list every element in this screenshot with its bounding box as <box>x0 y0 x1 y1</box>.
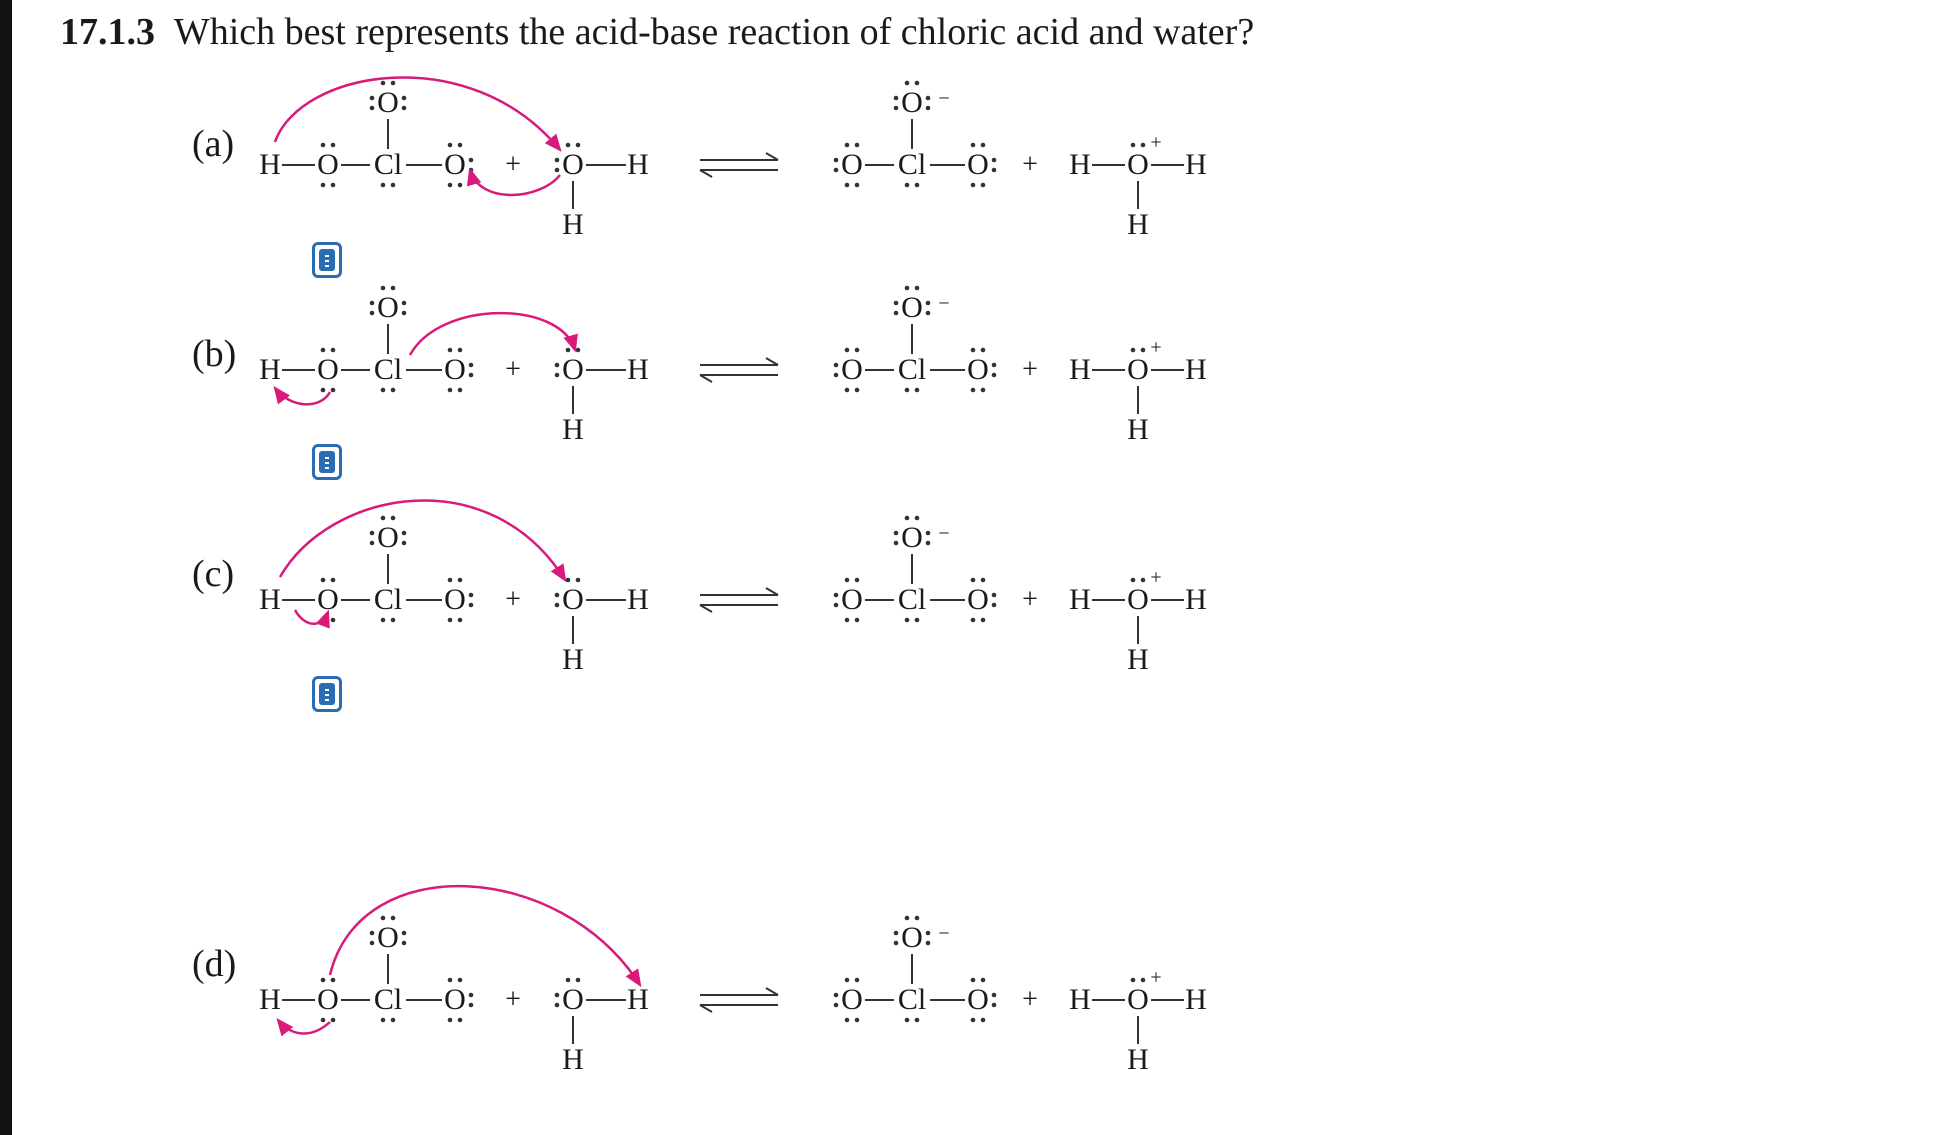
plus-sign: + <box>505 584 521 615</box>
lone-pair-dots <box>971 578 986 583</box>
document-icon <box>319 249 335 271</box>
oxygen-atom: O <box>444 583 466 616</box>
lone-pair-dots <box>381 516 396 521</box>
lone-pair-dots <box>894 531 899 546</box>
lone-pair-dots <box>448 183 463 188</box>
oxygen-atom: O <box>1127 148 1149 181</box>
plus-sign: + <box>1022 584 1038 615</box>
lone-pair-dots <box>1131 978 1146 983</box>
lone-pair-dots <box>845 388 860 393</box>
chlorine-atom: Cl <box>373 353 403 386</box>
lone-pair-dots <box>834 158 839 173</box>
lone-pair-dots <box>971 348 986 353</box>
chlorine-atom: Cl <box>897 353 927 386</box>
chlorine-atom: Cl <box>897 583 927 616</box>
positive-charge: + <box>1150 336 1162 359</box>
lone-pair-dots <box>905 388 920 393</box>
hydrogen-atom: H <box>259 148 281 181</box>
oxygen-atom: O <box>444 353 466 386</box>
lone-pair-dots <box>845 978 860 983</box>
document-icon <box>319 683 335 705</box>
plus-sign: + <box>1022 984 1038 1015</box>
option-label-a: (a) <box>192 123 235 165</box>
positive-charge: + <box>1150 131 1162 154</box>
lone-pair-dots <box>381 388 396 393</box>
oxygen-atom: O <box>841 353 863 386</box>
plus-sign: + <box>505 984 521 1015</box>
lone-pair-dots <box>381 618 396 623</box>
lone-pair-dots <box>402 301 407 316</box>
hydrogen-atom: H <box>259 353 281 386</box>
lone-pair-dots <box>402 96 407 111</box>
lone-pair-dots <box>845 183 860 188</box>
lone-pair-dots <box>845 578 860 583</box>
lone-pair-dots <box>381 916 396 921</box>
plus-sign: + <box>1022 354 1038 385</box>
lone-pair-dots <box>845 348 860 353</box>
hydrogen-atom: H <box>1069 148 1091 181</box>
oxygen-atom: O <box>901 521 923 554</box>
equilibrium-arrow-reverse-head <box>700 375 712 382</box>
lone-pair-dots <box>321 1018 336 1023</box>
lone-pair-dots <box>926 531 931 546</box>
explanation-button-b[interactable] <box>312 444 342 480</box>
oxygen-atom: O <box>377 921 399 954</box>
question-text: Which best represents the acid-base reaction of chloric acid and water? <box>173 11 1255 53</box>
lone-pair-dots <box>834 593 839 608</box>
negative-charge: − <box>938 292 950 315</box>
oxygen-atom: O <box>562 353 584 386</box>
hydrogen-atom: H <box>1069 583 1091 616</box>
equilibrium-arrow-forward-head <box>766 588 778 595</box>
lone-pair-dots <box>469 993 474 1008</box>
oxygen-atom: O <box>1127 583 1149 616</box>
hydrogen-atom: H <box>562 1043 584 1076</box>
hydrogen-atom: H <box>1127 643 1149 676</box>
lone-pair-dots <box>469 593 474 608</box>
equilibrium-arrow-reverse-head <box>700 605 712 612</box>
lone-pair-dots <box>321 978 336 983</box>
oxygen-atom: O <box>562 583 584 616</box>
plus-sign: + <box>1022 149 1038 180</box>
lone-pair-dots <box>321 618 336 623</box>
hydrogen-atom: H <box>1185 983 1207 1016</box>
oxygen-atom: O <box>967 983 989 1016</box>
oxygen-atom: O <box>444 148 466 181</box>
hydrogen-atom: H <box>562 208 584 241</box>
hydrogen-atom: H <box>1127 413 1149 446</box>
lone-pair-dots <box>566 578 581 583</box>
lone-pair-dots <box>905 618 920 623</box>
explanation-button-c[interactable] <box>312 676 342 712</box>
lone-pair-dots <box>992 363 997 378</box>
equilibrium-arrow-reverse-head <box>700 170 712 177</box>
oxygen-atom: O <box>1127 353 1149 386</box>
positive-charge: + <box>1150 966 1162 989</box>
lone-pair-dots <box>448 618 463 623</box>
lone-pair-dots <box>971 388 986 393</box>
chlorine-atom: Cl <box>373 983 403 1016</box>
lone-pair-dots <box>381 183 396 188</box>
lone-pair-dots <box>321 348 336 353</box>
lone-pair-dots <box>845 1018 860 1023</box>
lone-pair-dots <box>321 578 336 583</box>
hydrogen-atom: H <box>1127 1043 1149 1076</box>
option-label-d: (d) <box>192 943 237 985</box>
lone-pair-dots <box>894 301 899 316</box>
oxygen-atom: O <box>967 583 989 616</box>
oxygen-atom: O <box>444 983 466 1016</box>
option-label-b: (b) <box>192 333 237 375</box>
lone-pair-dots <box>555 363 560 378</box>
option-label-c: (c) <box>192 553 235 595</box>
lone-pair-dots <box>402 531 407 546</box>
lone-pair-dots <box>370 301 375 316</box>
lone-pair-dots <box>905 81 920 86</box>
hydrogen-atom: H <box>1185 353 1207 386</box>
left-edge-bar <box>0 0 12 1135</box>
lone-pair-dots <box>971 978 986 983</box>
oxygen-atom: O <box>841 983 863 1016</box>
oxygen-atom: O <box>317 353 339 386</box>
lone-pair-dots <box>321 388 336 393</box>
lone-pair-dots <box>448 348 463 353</box>
question-heading <box>60 10 1254 54</box>
lone-pair-dots <box>971 1018 986 1023</box>
equilibrium-arrow-reverse-head <box>700 1005 712 1012</box>
lone-pair-dots <box>845 618 860 623</box>
hydrogen-atom: H <box>562 643 584 676</box>
lone-pair-dots <box>971 618 986 623</box>
lone-pair-dots <box>370 96 375 111</box>
oxygen-atom: O <box>841 148 863 181</box>
lone-pair-dots <box>992 158 997 173</box>
oxygen-atom: O <box>967 148 989 181</box>
lone-pair-dots <box>381 81 396 86</box>
oxygen-atom: O <box>901 86 923 119</box>
lone-pair-dots <box>905 516 920 521</box>
negative-charge: − <box>938 87 950 110</box>
chlorine-atom: Cl <box>373 583 403 616</box>
explanation-button-a[interactable] <box>312 242 342 278</box>
oxygen-atom: O <box>901 291 923 324</box>
oxygen-atom: O <box>967 353 989 386</box>
lone-pair-dots <box>905 286 920 291</box>
positive-charge: + <box>1150 566 1162 589</box>
curved-arrow <box>280 501 565 580</box>
lone-pair-dots <box>905 1018 920 1023</box>
oxygen-atom: O <box>562 983 584 1016</box>
lone-pair-dots <box>926 301 931 316</box>
question-number: 17.1.3 <box>60 11 155 53</box>
lone-pair-dots <box>448 978 463 983</box>
lone-pair-dots <box>992 993 997 1008</box>
lone-pair-dots <box>469 158 474 173</box>
lone-pair-dots <box>1131 348 1146 353</box>
hydrogen-atom: H <box>627 983 649 1016</box>
lone-pair-dots <box>402 931 407 946</box>
hydrogen-atom: H <box>627 353 649 386</box>
lone-pair-dots <box>905 916 920 921</box>
lone-pair-dots <box>971 183 986 188</box>
hydrogen-atom: H <box>259 983 281 1016</box>
equilibrium-arrow-forward-head <box>766 988 778 995</box>
hydrogen-atom: H <box>1127 208 1149 241</box>
lone-pair-dots <box>381 286 396 291</box>
plus-sign: + <box>505 354 521 385</box>
negative-charge: − <box>938 522 950 545</box>
hydrogen-atom: H <box>259 583 281 616</box>
lone-pair-dots <box>555 593 560 608</box>
lone-pair-dots <box>566 978 581 983</box>
curved-arrow <box>275 78 560 150</box>
lone-pair-dots <box>381 1018 396 1023</box>
lone-pair-dots <box>926 96 931 111</box>
lone-pair-dots <box>894 96 899 111</box>
lone-pair-dots <box>370 931 375 946</box>
hydrogen-atom: H <box>1185 148 1207 181</box>
lone-pair-dots <box>1131 578 1146 583</box>
curved-arrow <box>278 1020 330 1034</box>
equilibrium-arrow-forward-head <box>766 153 778 160</box>
plus-sign: + <box>505 149 521 180</box>
curved-arrow <box>275 388 330 404</box>
lone-pair-dots <box>555 158 560 173</box>
lone-pair-dots <box>905 183 920 188</box>
lone-pair-dots <box>894 931 899 946</box>
negative-charge: − <box>938 922 950 945</box>
hydrogen-atom: H <box>562 413 584 446</box>
lone-pair-dots <box>448 143 463 148</box>
lone-pair-dots <box>321 183 336 188</box>
lone-pair-dots <box>370 531 375 546</box>
hydrogen-atom: H <box>627 148 649 181</box>
hydrogen-atom: H <box>1069 983 1091 1016</box>
oxygen-atom: O <box>841 583 863 616</box>
lone-pair-dots <box>926 931 931 946</box>
chlorine-atom: Cl <box>373 148 403 181</box>
lone-pair-dots <box>566 348 581 353</box>
lone-pair-dots <box>834 363 839 378</box>
document-icon <box>319 451 335 473</box>
oxygen-atom: O <box>1127 983 1149 1016</box>
hydrogen-atom: H <box>627 583 649 616</box>
lone-pair-dots <box>992 593 997 608</box>
lone-pair-dots <box>566 143 581 148</box>
oxygen-atom: O <box>317 983 339 1016</box>
lone-pair-dots <box>448 1018 463 1023</box>
oxygen-atom: O <box>317 583 339 616</box>
oxygen-atom: O <box>377 521 399 554</box>
lone-pair-dots <box>448 578 463 583</box>
lone-pair-dots <box>469 363 474 378</box>
lone-pair-dots <box>321 143 336 148</box>
lone-pair-dots <box>834 993 839 1008</box>
lone-pair-dots <box>555 993 560 1008</box>
lone-pair-dots <box>448 388 463 393</box>
hydrogen-atom: H <box>1185 583 1207 616</box>
oxygen-atom: O <box>377 86 399 119</box>
chlorine-atom: Cl <box>897 983 927 1016</box>
oxygen-atom: O <box>317 148 339 181</box>
equilibrium-arrow-forward-head <box>766 358 778 365</box>
oxygen-atom: O <box>377 291 399 324</box>
oxygen-atom: O <box>901 921 923 954</box>
chlorine-atom: Cl <box>897 148 927 181</box>
curved-arrow <box>410 313 575 355</box>
lone-pair-dots <box>1131 143 1146 148</box>
lone-pair-dots <box>971 143 986 148</box>
lone-pair-dots <box>845 143 860 148</box>
oxygen-atom: O <box>562 148 584 181</box>
hydrogen-atom: H <box>1069 353 1091 386</box>
